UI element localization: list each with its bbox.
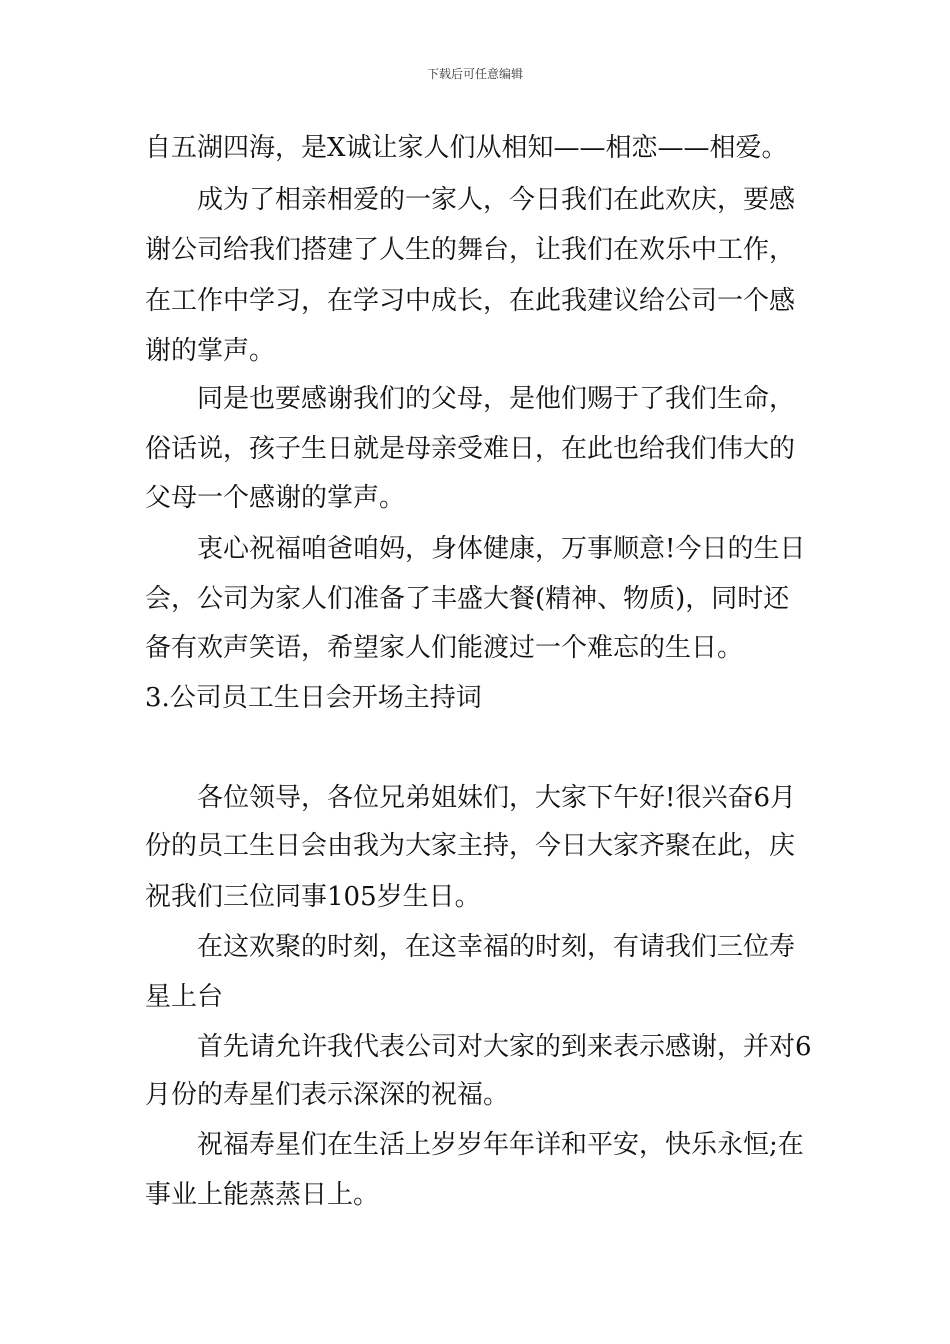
text-line: 自五湖四海，是X诚让家人们从相知——相恋——相爱。 [145, 133, 788, 163]
text-line: 祝福寿星们在生活上岁岁年年详和平安，快乐永恒;在 [197, 1130, 804, 1160]
text-line: 首先请允许我代表公司对大家的到来表示感谢，并对6 [197, 1032, 812, 1062]
text-line: 父母一个感谢的掌声。 [145, 483, 406, 513]
text-line: 谢的掌声。 [145, 336, 276, 366]
text-line: 祝我们三位同事105岁生日。 [145, 882, 481, 912]
text-line: 月份的寿星们表示深深的祝福。 [145, 1080, 510, 1110]
text-line: 谢公司给我们搭建了人生的舞台，让我们在欢乐中工作， [145, 235, 796, 265]
text-line: 各位领导，各位兄弟姐妹们，大家下午好!很兴奋6月 [197, 783, 796, 813]
text-line: 事业上能蒸蒸日上。 [145, 1180, 380, 1210]
text-line: 俗话说，孩子生日就是母亲受难日，在此也给我们伟大的 [145, 434, 796, 464]
text-line: 在工作中学习，在学习中成长，在此我建议给公司一个感 [145, 286, 796, 316]
text-line: 在这欢聚的时刻，在这幸福的时刻，有请我们三位寿 [197, 932, 796, 962]
text-line: 同是也要感谢我们的父母，是他们赐于了我们生命， [197, 384, 796, 414]
text-line: 成为了相亲相爱的一家人，今日我们在此欢庆，要感 [197, 185, 796, 215]
text-line: 会，公司为家人们准备了丰盛大餐(精神、物质)，同时还 [145, 584, 790, 614]
text-line: 备有欢声笑语，希望家人们能渡过一个难忘的生日。 [145, 633, 744, 663]
section-heading: 3.公司员工生日会开场主持词 [145, 683, 482, 713]
text-line: 份的员工生日会由我为大家主持，今日大家齐聚在此，庆 [145, 831, 796, 861]
text-line: 衷心祝福咱爸咱妈，身体健康，万事顺意!今日的生日 [197, 534, 806, 564]
page-header: 下载后可任意编辑 [426, 67, 523, 81]
text-line: 星上台 [145, 982, 224, 1012]
